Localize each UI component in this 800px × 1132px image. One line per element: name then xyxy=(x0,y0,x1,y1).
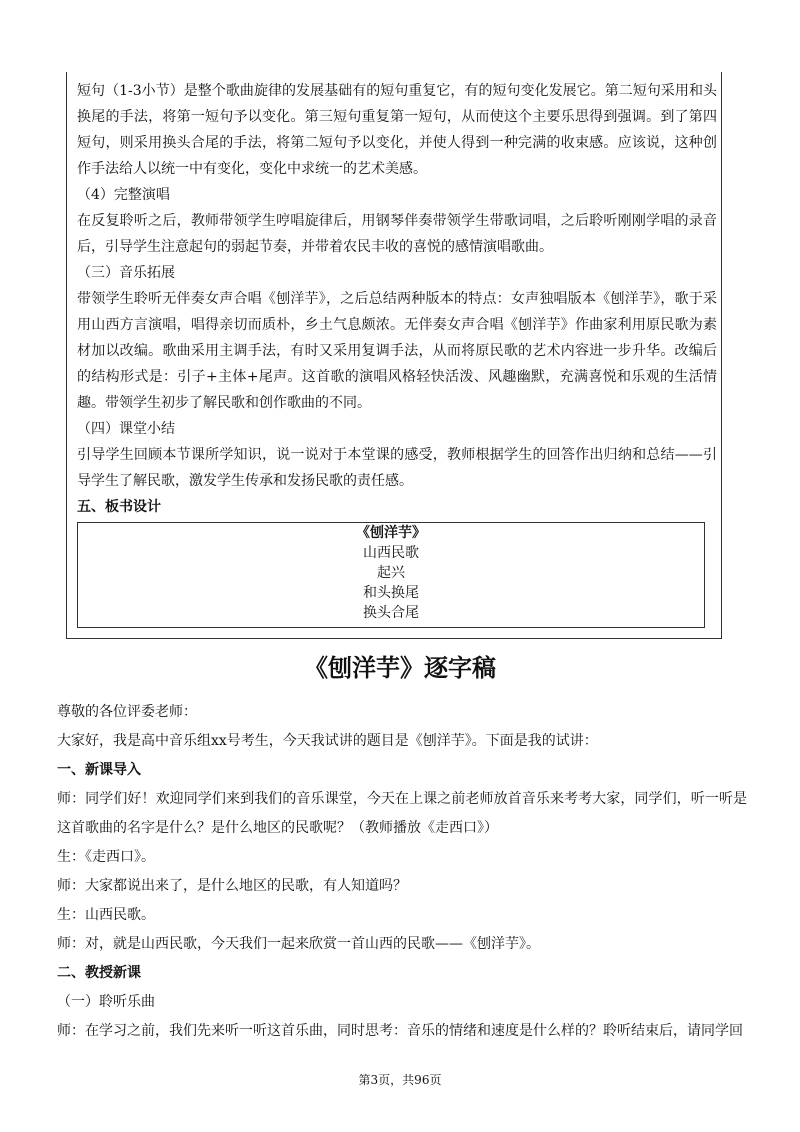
new-lesson-heading: 一、新课导入 xyxy=(57,762,141,778)
script-body xyxy=(57,698,747,1046)
complete-singing-heading: （4）完整演唱 xyxy=(77,187,170,203)
dialogue-line: 师：对，就是山西民歌，今天我们一起来欣赏一首山西的民歌——《刨洋芋》。 xyxy=(57,936,540,952)
board-design-heading: 五、板书设计 xyxy=(77,499,161,515)
dialogue-line: 师：同学们好！欢迎同学们来到我们的音乐课堂，今天在上课之前老师放首音乐来考考大家，同学们，听一听是这首歌曲的名字是什么？是什么地区的民歌呢？（教师播放《走西口》） xyxy=(57,791,747,836)
lesson-plan-frame xyxy=(66,72,722,639)
board-line: 山西民歌 xyxy=(363,545,419,561)
class-summary-paragraph: 引导学生回顾本节课所学知识，说一说对于本堂课的感受，教师根据学生的回答作出归纳和总结——引导学生了解民歌，激发学生传承和发扬民歌的责任感。 xyxy=(77,447,717,489)
board-title: 《刨洋芋》 xyxy=(356,525,426,541)
board-line: 换头合尾 xyxy=(363,605,419,621)
phrase-analysis-paragraph: 短句（1-3小节）是整个歌曲旋律的发展基础有的短句重复它，有的短句变化发展它。第二短句采用和头换尾的手法，将第一短句予以变化。第三短句重复第一短句，从而使这个主要乐思得到强调。到了第四短句，则采用换头合尾的手法，将第二短句予以变化，并使人得到一种完满的收束感。应该说，这种创作手法给人以统一中有变化，变化中求统一的艺术美感。 xyxy=(77,83,717,177)
lesson-plan-content xyxy=(77,78,717,628)
teach-heading: 二、教授新课 xyxy=(57,965,141,981)
dialogue-line: 师：大家都说出来了，是什么地区的民歌，有人知道吗？ xyxy=(57,878,407,894)
board-line: 和头换尾 xyxy=(363,585,419,601)
intro: 大家好，我是高中音乐组xx号考生，今天我试讲的题目是《刨洋芋》。下面是我的试讲： xyxy=(57,733,598,749)
script-title: 《刨洋芋》逐字稿 xyxy=(304,653,496,682)
dialogue-line: 师：在学习之前，我们先来听一听这首乐曲，同时思考：音乐的情绪和速度是什么样的？聆听结束后，请同学回 xyxy=(57,1023,743,1039)
board-line: 起兴 xyxy=(377,565,405,581)
greeting: 尊敬的各位评委老师： xyxy=(57,704,197,720)
listen-heading: （一）聆听乐曲 xyxy=(57,994,155,1010)
dialogue-line: 生：《走西口》。 xyxy=(57,849,155,865)
page-footer: 第3页，共96页 xyxy=(358,1073,442,1087)
board-design-box xyxy=(77,522,705,628)
dialogue-line: 生：山西民歌。 xyxy=(57,907,155,923)
music-expansion-heading: （三）音乐拓展 xyxy=(77,265,175,281)
music-expansion-paragraph: 带领学生聆听无伴奏女声合唱《刨洋芋》，之后总结两种版本的特点：女声独唱版本《刨洋芋》，歌于采用山西方言演唱，唱得亲切而质朴，乡土气息颇浓。无伴奏女声合唱《刨洋芋》作曲家利用原民歌为素材加以改编。歌曲采用主调手法，有时又采用复调手法，从而将原民歌的艺术内容进一步升华。改编后的结构形式是：引子+主体+尾声。这首歌的演唱风格轻快活泼、风趣幽默，充满喜悦和乐观的生活情趣。带领学生初步了解民歌和创作歌曲的不同。 xyxy=(77,291,717,411)
class-summary-heading: （四）课堂小结 xyxy=(77,421,175,437)
complete-singing-paragraph: 在反复聆听之后，教师带领学生哼唱旋律后，用钢琴伴奏带领学生带歌词唱，之后聆听刚刚学唱的录音后，引导学生注意起句的弱起节奏，并带着农民丰收的喜悦的感情演唱歌曲。 xyxy=(77,213,717,255)
